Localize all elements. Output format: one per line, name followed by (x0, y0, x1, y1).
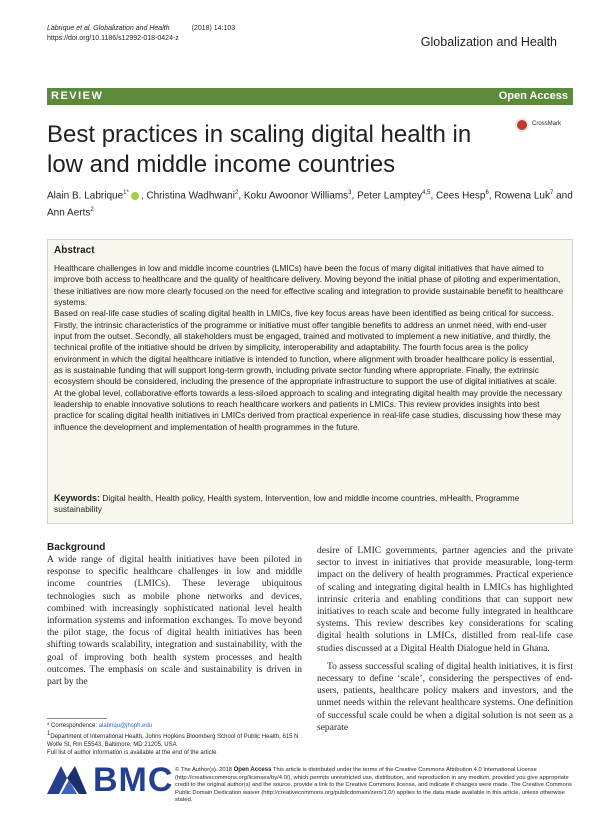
author-name: , Christina Wadhwani (140, 190, 235, 202)
author-affiliation: 1* (123, 190, 129, 196)
footnote (47, 718, 302, 757)
abstract-paragraph: Based on real-life case studies of scaling digital health in LMICs, five key focus areas have been identified as being critical for success. Firstly, the intrinsic characteristics of the programme or initiative must offer tangible benefits to address an unmet need, with end-user input from the outset. Secondly, all stakeholders must be engaged, trained and motivated to implement a new initiative, and thirdly, the technical profile of the initiative should be driven by simplicity, interoperability and adaptability. The fourth focus area is the policy environment in which the digital healthcare initiative is intended to function, where alignment with broader healthcare policy is essential, as is sustainable funding that will support long-term growth, including private sector funding where appropriate. Finally, the extrinsic ecosystem should be considered, including the presence of the appropriate infrastructure to support the use of digital initiatives at scale. (54, 308, 557, 387)
author-name: and Ann Aerts (47, 190, 573, 219)
abstract-box (47, 239, 573, 524)
keywords-list: Digital health, Health policy, Health system, Intervention, low and middle income countries, mHealth, Programme sustainability (54, 493, 520, 514)
citation-journal: Labrique et al. Globalization and Health (47, 25, 170, 32)
article-title: Best practices in scaling digital health in low and middle income countries (47, 121, 472, 178)
author-affiliation: 6 (485, 190, 489, 196)
license-body: This article is distributed under the terms of the Creative Commons Attribution 4.0 International License (http://creativecommons.org/licenses/by/4.0/), which permits unrestricted use, distribution, and reproduction in any medium, provided you give appropriate credit to the original author(s) and the source, provide a link to the Creative Commons license, and indicate if changes were made. The Creative Commons Public Domain Dedication waiver (http://creativecommons.org/publicdomain/zero/1.0/) applies to the data made available in this article, unless otherwise stated. (175, 767, 572, 804)
abstract-body (54, 263, 564, 433)
author-affiliation: 2 (90, 207, 94, 214)
footnote-rule (47, 718, 107, 719)
correspondence-email[interactable]: alabriqu@jhsph.edu (98, 723, 153, 729)
article-type-label: REVIEW (51, 90, 104, 102)
abstract-paragraph: At the global level, collaborative efforts towards a less-siloed approach to scaling and integrating digital health may provide the necessary leadership to enable innovative solutions to reach healthcare workers and patients in LMICs. This review provides insights into best practice for scaling digital health initiatives in LMICs derived from practical experience in real-life case studies, discussing how these may influence the development and implementation of health programmes in the future. (54, 387, 563, 432)
author-affiliation: 2 (234, 190, 239, 196)
crossmark-label: CrossMark (532, 121, 562, 127)
crossmark-button[interactable] (513, 116, 573, 138)
body-paragraph: A wide range of digital health initiatives have been piloted in response to specific healthcare challenges in low and middle income countries (LMICs). These leverage ubiquitous technologies such as mobile phone networks and devices, combined with increasingly sophisticated national level health information systems and information exchanges. To move beyond the pilot stage, the focus of digital health initiatives has been shifting towards scalability, integration and sustainability, with the goal of improving both health system processes and health outcomes. The emphasis on scale and sustainability is driven in part by the (47, 555, 302, 688)
open-access-label: Open Access (498, 90, 568, 102)
journal-name: Globalization and Health (420, 35, 557, 49)
affiliation-number: 1 (47, 731, 51, 737)
body-column-left (47, 541, 302, 688)
author-name: , Rowena Luk (488, 190, 550, 202)
orcid-icon[interactable] (131, 192, 139, 200)
abstract-heading: Abstract (54, 245, 95, 256)
section-heading: Background (47, 542, 106, 553)
bmc-logo-mark-icon (47, 764, 87, 796)
correspondence-label: * Correspondence: (47, 723, 99, 729)
author-name: Alain B. Labrique (47, 190, 124, 202)
author-affiliation: 4,5 (422, 190, 431, 196)
author-name: , Koku Awoonor Williams (238, 190, 349, 202)
bmc-logo-text: BMC (93, 761, 174, 799)
body-paragraph: desire of LMIC governments, partner agencies and the private sector to invest in initiatives that provide measurable, long-term impact on the delivery of health programmes. Practical experience of scaling and integrating digital health in LMICs has highlighted intrinsic criteria and enabling conditions that can support new initiatives to reach scale and become fully integrated in healthcare systems. This review describes key considerations for scaling digital health solutions in LMICs, distilled from real-life case studies discussed at a Digital Health Dialogue held in Ghana. (317, 546, 573, 654)
abstract-paragraph: Healthcare challenges in low and middle income countries (LMICs) have been the focus of many digital initiatives that have aimed to improve both access to healthcare and the quality of healthcare delivery. Moving beyond the initial phase of piloting and experimentation, these initiatives are now more clearly focused on the need for effective scaling and integration to provide sustainable benefit to healthcare systems. (54, 263, 564, 308)
author-list (47, 186, 573, 221)
keywords (54, 493, 564, 515)
body-paragraph: To assess successful scaling of digital health initiatives, it is first necessary to define ‘scale’, considering the perspectives of end-users, patients, healthcare policy makers and investors, and the unmet needs within the relevant healthcare systems. One definition of successful scale could be when a digital solution is not seen as a separate (317, 661, 573, 733)
open-access-label: Open Access (233, 767, 272, 773)
author-name: , Cees Hesp (430, 190, 486, 202)
body-column-right (317, 545, 573, 734)
article-type-banner (47, 88, 573, 105)
copyright: © The Author(s). 2018 (175, 767, 234, 773)
crossmark-icon (515, 118, 529, 132)
author-name: , Peter Lamptey (351, 190, 423, 202)
affiliation-text: Department of International Health, Johns Hopkins Bloomberg School of Public Health, 615 N Wolfe St, Rm E5543, Baltimore, MD 21205, USA (47, 734, 299, 748)
author-affiliation: 7 (549, 190, 554, 196)
keywords-label: Keywords: (54, 493, 101, 503)
license-text (175, 767, 573, 805)
citation-year-volume: (2018) 14:103 (191, 25, 236, 32)
affiliation-note: Full list of author information is available at the end of the article (47, 750, 217, 756)
running-header (47, 24, 235, 44)
author-affiliation: 3 (348, 190, 352, 196)
doi-link[interactable]: https://doi.org/10.1186/s12992-018-0424-z (47, 35, 179, 42)
